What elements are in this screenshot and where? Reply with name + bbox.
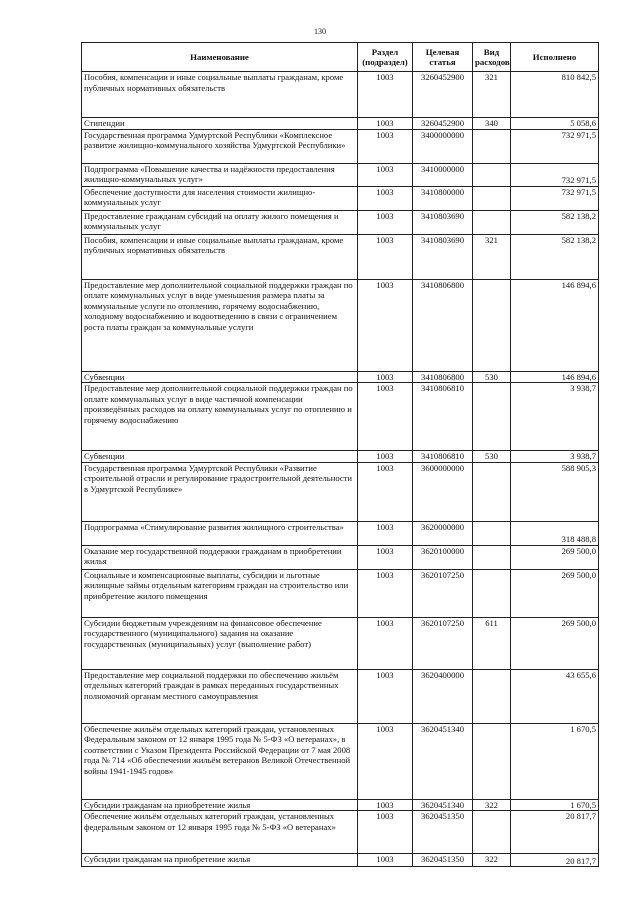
row-kind <box>473 669 511 723</box>
row-executed: 1 670,5 <box>511 799 599 811</box>
row-executed: 732 971,5 <box>511 186 599 210</box>
table-row <box>82 234 599 279</box>
row-section: 1003 <box>358 129 413 163</box>
row-kind: 530 <box>473 371 511 383</box>
row-target: 3620100000 <box>413 545 473 569</box>
table-row <box>82 186 599 210</box>
row-kind <box>473 521 511 545</box>
table-row <box>82 799 599 811</box>
row-executed: 810 842,5 <box>511 72 599 118</box>
row-target: 3260452900 <box>413 118 473 130</box>
row-executed: 269 500,0 <box>511 617 599 669</box>
row-section: 1003 <box>358 854 413 867</box>
row-kind <box>473 279 511 371</box>
row-name: Субсидии бюджетным учреждениям на финансовое обеспечение государственного (муниципального) задания на оказание государственных (муниципальных) услуг (выполнение работ) <box>82 617 358 669</box>
header-name: Наименование <box>82 43 358 72</box>
table-row <box>82 811 599 854</box>
table-header-row <box>82 43 599 72</box>
row-section: 1003 <box>358 234 413 279</box>
row-executed: 318 488,8 <box>511 521 599 545</box>
row-name: Обеспечение жильём отдельных категорий граждан, установленных федеральным законом от 12 января 1995 года № 5-ФЗ «О ветеранах» <box>82 811 358 854</box>
row-executed: 582 138,2 <box>511 210 599 234</box>
page-number: 130 <box>314 27 326 36</box>
row-kind <box>473 163 511 186</box>
row-name: Субсидии гражданам на приобретение жилья <box>82 799 358 811</box>
row-section: 1003 <box>358 723 413 799</box>
row-kind: 321 <box>473 234 511 279</box>
table-row <box>82 279 599 371</box>
row-name: Предоставление мер социальной поддержки по обеспечению жильём отдельных категорий граждан в рамках переданных государственных полномочий органам местного самоуправления <box>82 669 358 723</box>
row-executed: 732 971,5 <box>511 163 599 186</box>
table-row <box>82 617 599 669</box>
row-name: Предоставление гражданам субсидий на оплату жилого помещения и коммунальных услуг <box>82 210 358 234</box>
row-section: 1003 <box>358 72 413 118</box>
row-name: Оказание мер государственной поддержки гражданам в приобретении жилья <box>82 545 358 569</box>
table-row <box>82 118 599 130</box>
row-target: 3620000000 <box>413 521 473 545</box>
row-target: 3600000000 <box>413 462 473 521</box>
table-row <box>82 371 599 383</box>
row-target: 3410803690 <box>413 234 473 279</box>
row-target: 3620451340 <box>413 799 473 811</box>
row-executed: 269 500,0 <box>511 545 599 569</box>
row-name: Социальные и компенсационные выплаты, субсидии и льготные жилищные займы отдельным категориям граждан на строительство или приобретение жилого помещения <box>82 569 358 617</box>
row-kind <box>473 129 511 163</box>
row-section: 1003 <box>358 279 413 371</box>
row-executed: 269 500,0 <box>511 569 599 617</box>
row-target: 3620107250 <box>413 617 473 669</box>
row-section: 1003 <box>358 521 413 545</box>
row-kind <box>473 545 511 569</box>
row-kind <box>473 569 511 617</box>
row-name: Пособия, компенсации и иные социальные выплаты гражданам, кроме публичных нормативных обязательств <box>82 72 358 118</box>
row-kind <box>473 723 511 799</box>
row-kind <box>473 186 511 210</box>
row-kind: 321 <box>473 72 511 118</box>
row-target: 3400000000 <box>413 129 473 163</box>
row-executed: 3 938,7 <box>511 451 599 463</box>
row-target: 3620400000 <box>413 669 473 723</box>
row-section: 1003 <box>358 617 413 669</box>
table-row <box>82 72 599 118</box>
table-row <box>82 669 599 723</box>
row-name: Субсидии гражданам на приобретение жилья <box>82 854 358 867</box>
row-target: 3410800000 <box>413 186 473 210</box>
row-executed: 3 938,7 <box>511 383 599 451</box>
row-target: 3620107250 <box>413 569 473 617</box>
table-row <box>82 210 599 234</box>
row-target: 3410000000 <box>413 163 473 186</box>
row-executed: 43 655,6 <box>511 669 599 723</box>
header-section: Раздел (подраздел) <box>358 43 413 72</box>
row-name: Подпрограмма «Стимулирование развития жилищного строительства» <box>82 521 358 545</box>
row-section: 1003 <box>358 371 413 383</box>
row-name: Пособия, компенсации и иные социальные выплаты гражданам, кроме публичных нормативных обязательств <box>82 234 358 279</box>
row-name: Субвенции <box>82 371 358 383</box>
row-name: Государственная программа Удмуртской Республики «Развитие строительной отрасли и регулирование градостроительной деятельности в Удмуртской Республике» <box>82 462 358 521</box>
row-executed: 582 138,2 <box>511 234 599 279</box>
row-kind: 611 <box>473 617 511 669</box>
row-name: Стипендии <box>82 118 358 130</box>
row-section: 1003 <box>358 462 413 521</box>
row-name: Государственная программа Удмуртской Республики «Комплексное развитие жилищно-коммунального хозяйства Удмуртской Республики» <box>82 129 358 163</box>
row-kind: 340 <box>473 118 511 130</box>
row-section: 1003 <box>358 186 413 210</box>
row-section: 1003 <box>358 210 413 234</box>
row-section: 1003 <box>358 569 413 617</box>
row-section: 1003 <box>358 451 413 463</box>
row-kind <box>473 462 511 521</box>
row-name: Обеспечение доступности для населения стоимости жилищно-коммунальных услуг <box>82 186 358 210</box>
row-target: 3620451340 <box>413 723 473 799</box>
row-target: 3410806810 <box>413 451 473 463</box>
row-kind: 322 <box>473 854 511 867</box>
row-executed: 146 894,6 <box>511 371 599 383</box>
row-executed: 588 905,3 <box>511 462 599 521</box>
row-kind <box>473 383 511 451</box>
row-kind: 322 <box>473 799 511 811</box>
row-section: 1003 <box>358 383 413 451</box>
row-target: 3410806800 <box>413 371 473 383</box>
row-executed: 146 894,6 <box>511 279 599 371</box>
row-target: 3410806810 <box>413 383 473 451</box>
row-section: 1003 <box>358 118 413 130</box>
table-row <box>82 723 599 799</box>
table-row <box>82 129 599 163</box>
row-kind: 530 <box>473 451 511 463</box>
row-name: Предоставление мер дополнительной социальной поддержки граждан по оплате коммунальных услуг в виде частичной компенсации произведённых расходов на оплату коммунальных услуг по отоплению и горячему водоснабжению <box>82 383 358 451</box>
table-row <box>82 462 599 521</box>
header-target: Целевая статья <box>413 43 473 72</box>
row-section: 1003 <box>358 811 413 854</box>
table-row <box>82 451 599 463</box>
row-target: 3410803690 <box>413 210 473 234</box>
row-section: 1003 <box>358 799 413 811</box>
row-name: Подпрограмма «Повышение качества и надёжности предоставления жилищно-коммунальных услуг» <box>82 163 358 186</box>
row-target: 3260452900 <box>413 72 473 118</box>
row-name: Обеспечение жильём отдельных категорий граждан, установленных Федеральным законом от 12 января 1995 года № 5-ФЗ «О ветеранах», в соответствии с Указом Президента Российской Федерации от 7 мая 2008 года № 714 «Об обеспечении жильём ветеранов Великой Отечественной войны 1941-1945 годов» <box>82 723 358 799</box>
row-name: Предоставление мер дополнительной социальной поддержки граждан по оплате коммунальных услуг в виде уменьшения размера платы за коммунальные услуги по отоплению, горячему водоснабжению, холодному водоснабжению и водоотведению в связи с ограничением роста платы граждан за коммунальные услуги <box>82 279 358 371</box>
header-executed: Исполнено <box>511 43 599 72</box>
table-row <box>82 383 599 451</box>
row-target: 3620451350 <box>413 811 473 854</box>
table-row <box>82 545 599 569</box>
row-executed: 732 971,5 <box>511 129 599 163</box>
row-executed: 5 058,6 <box>511 118 599 130</box>
row-kind <box>473 811 511 854</box>
row-kind <box>473 210 511 234</box>
table-row <box>82 569 599 617</box>
row-section: 1003 <box>358 163 413 186</box>
row-executed: 20 817,7 <box>511 811 599 854</box>
row-name: Субвенции <box>82 451 358 463</box>
row-target: 3620451350 <box>413 854 473 867</box>
table-row <box>82 163 599 186</box>
header-kind: Вид расходов <box>473 43 511 72</box>
table-row <box>82 521 599 545</box>
budget-table <box>81 42 599 867</box>
table-row <box>82 854 599 867</box>
row-section: 1003 <box>358 545 413 569</box>
row-executed: 1 670,5 <box>511 723 599 799</box>
row-section: 1003 <box>358 669 413 723</box>
row-target: 3410806800 <box>413 279 473 371</box>
table-body <box>82 72 599 867</box>
row-executed: 20 817,7 <box>511 854 599 867</box>
